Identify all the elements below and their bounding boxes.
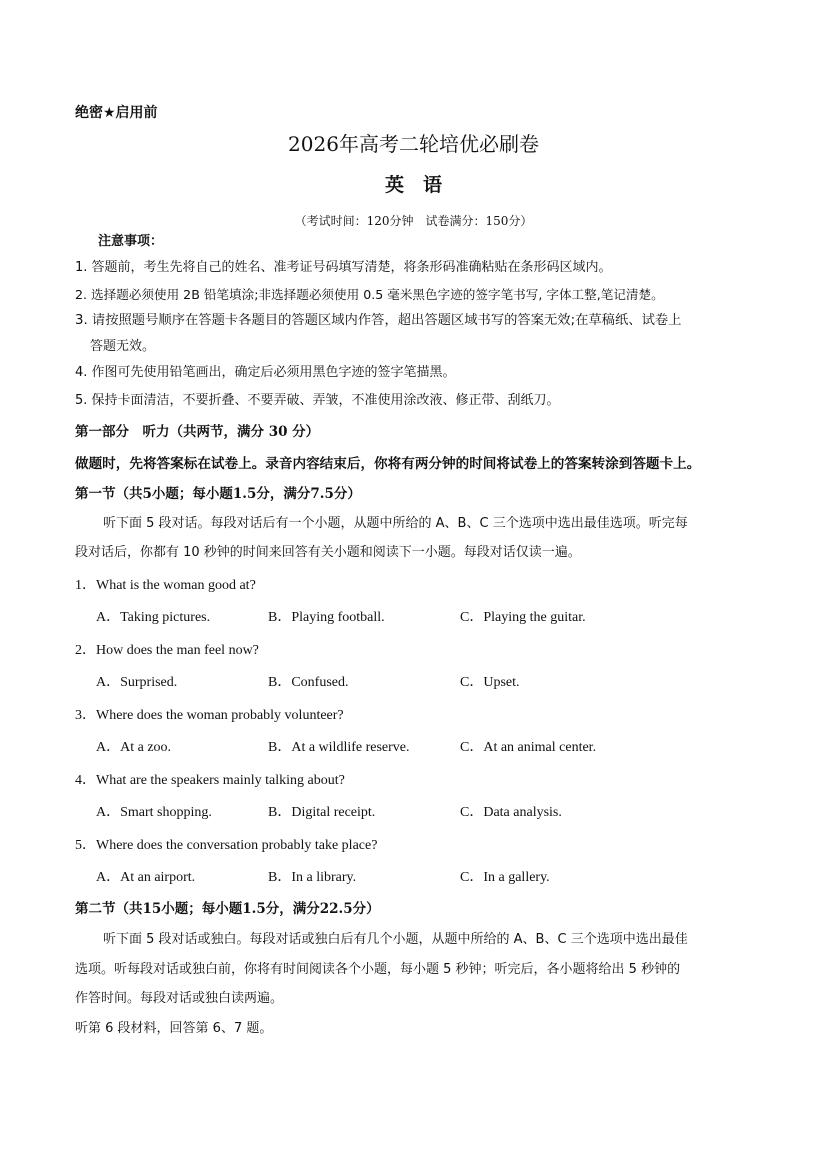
- question-number: 1．: [75, 578, 96, 593]
- question-number: 4．: [75, 773, 96, 788]
- section1-intro: 听下面 5 段对话。每段对话后有一个小题，从题中所给的 A、B、C 三个选项中选出最佳选项。听完每: [103, 516, 688, 531]
- notes-heading: 注意事项：: [98, 234, 164, 249]
- question-number: 2．: [75, 643, 96, 658]
- material-instruction: 听第 6 段材料，回答第 6、7 题。: [75, 1021, 273, 1036]
- answer-option: C．In a gallery.: [460, 870, 550, 885]
- note-item: 1. 答题前，考生先将自己的姓名、准考证号码填写清楚，将条形码准确粘贴在条形码区域内。: [75, 260, 612, 275]
- section1-heading: 第一节（共5小题；每小题1.5分，满分7.5分）: [75, 486, 361, 502]
- section2-intro: 作答时间。每段对话或独白读两遍。: [75, 991, 284, 1006]
- exam-info: （考试时间：120分钟 试卷满分：150分）: [294, 214, 533, 228]
- section2-heading: 第二节（共15小题；每小题1.5分，满分22.5分）: [75, 901, 380, 917]
- question-text: What is the woman good at?: [96, 578, 256, 593]
- answer-option: C．Upset.: [460, 675, 520, 690]
- question: [75, 642, 259, 660]
- answer-option: C．Data analysis.: [460, 805, 562, 820]
- question: [75, 837, 377, 855]
- section2-intro: 听下面 5 段对话或独白。每段对话或独白后有几个小题，从题中所给的 A、B、C 三个选项中选出最佳: [103, 932, 688, 947]
- answer-option: A．At a zoo.: [96, 740, 172, 755]
- answer-option: B．Confused.: [268, 675, 349, 690]
- exam-title: 2026年高考二轮培优必刷卷: [288, 132, 539, 156]
- answer-option: A．Surprised.: [96, 675, 178, 690]
- answer-option: A．Smart shopping.: [96, 805, 212, 820]
- question: [75, 772, 345, 790]
- question-number: 5．: [75, 838, 96, 853]
- question: [75, 707, 344, 725]
- question-number: 3．: [75, 708, 96, 723]
- note-item: 2. 选择题必须使用 2B 铅笔填涂;非选择题必须使用 0.5 毫米黑色字迹的签字笔书写, 字体工整,笔记清楚。: [75, 287, 664, 302]
- question-text: How does the man feel now?: [96, 643, 259, 658]
- section1-intro: 段对话后，你都有 10 秒钟的时间来回答有关小题和阅读下一小题。每段对话仅读一遍。: [75, 545, 581, 560]
- answer-option: C．At an animal center.: [460, 740, 597, 755]
- section2-intro: 选项。听每段对话或独白前，你将有时间阅读各个小题，每小题 5 秒钟；听完后，各小题将给出 5 秒钟的: [75, 962, 681, 977]
- answer-option: C．Playing the guitar.: [460, 610, 586, 625]
- question-text: What are the speakers mainly talking about?: [96, 773, 345, 788]
- question-text: Where does the woman probably volunteer?: [96, 708, 344, 723]
- question-text: Where does the conversation probably take place?: [96, 838, 378, 853]
- part1-instruction: 做题时，先将答案标在试卷上。录音内容结束后，你将有两分钟的时间将试卷上的答案转涂到答题卡上。: [75, 456, 701, 472]
- note-item: 3. 请按照题号顺序在答题卡各题目的答题区域内作答，超出答题区域书写的答案无效;在草稿纸、试卷上: [75, 313, 682, 328]
- answer-option: B．Playing football.: [268, 610, 385, 625]
- part1-heading: 第一部分 听力（共两节，满分 30 分）: [75, 424, 320, 440]
- question: [75, 577, 256, 595]
- answer-option: A．At an airport.: [96, 870, 196, 885]
- note-item: 5. 保持卡面清洁，不要折叠、不要弄破、弄皱，不准使用涂改液、修正带、刮纸刀。: [75, 393, 560, 408]
- note-item: 答题无效。: [90, 339, 156, 354]
- subject-title: 英 语: [384, 174, 442, 196]
- answer-option: B．Digital receipt.: [268, 805, 376, 820]
- answer-option: A．Taking pictures.: [96, 610, 211, 625]
- answer-option: B．At a wildlife reserve.: [268, 740, 410, 755]
- secret-label: 绝密★启用前: [75, 105, 158, 121]
- note-item: 4. 作图可先使用铅笔画出，确定后必须用黑色字迹的签字笔描黑。: [75, 365, 456, 380]
- answer-option: B．In a library.: [268, 870, 357, 885]
